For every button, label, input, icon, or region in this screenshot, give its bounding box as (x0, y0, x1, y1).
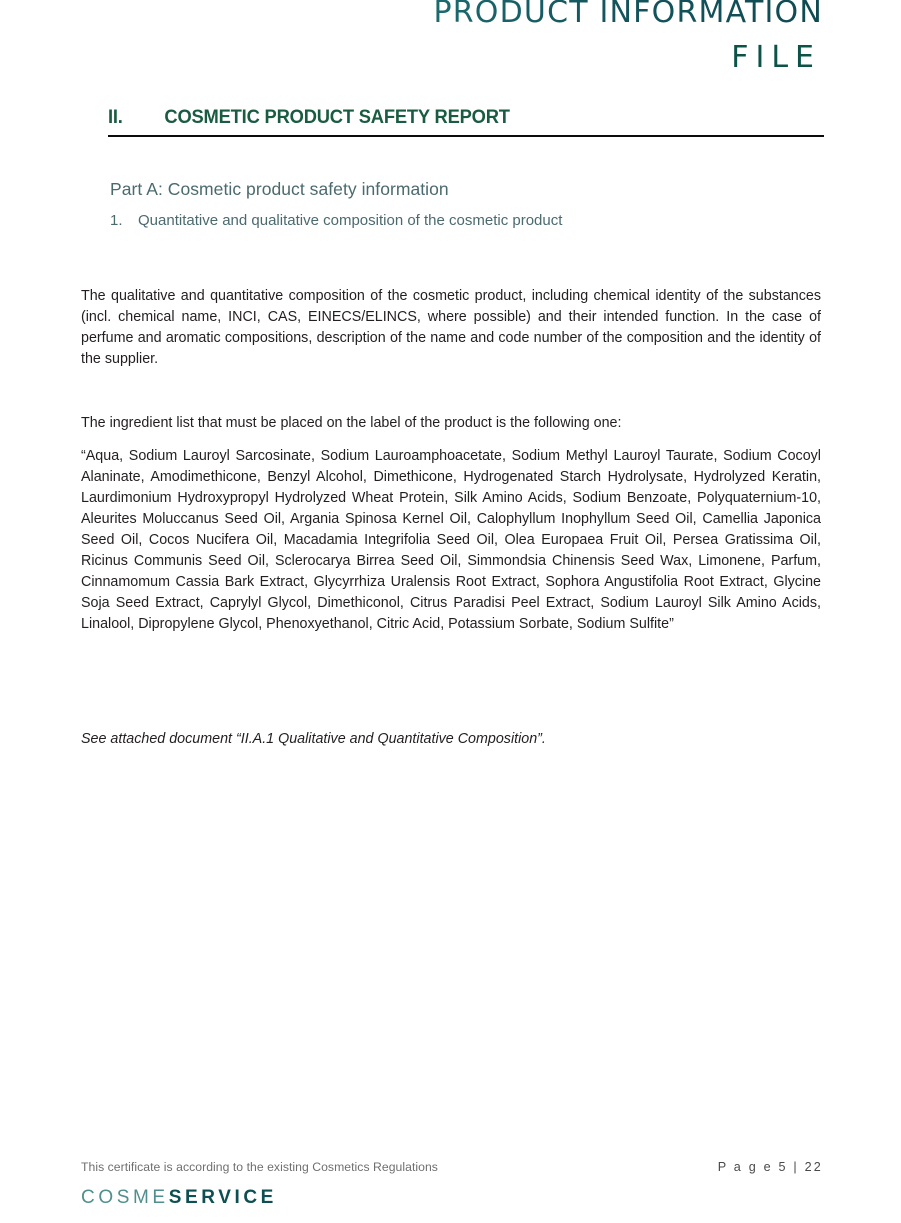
masthead-title-line-1: PRODUCT INFORMATION (0, 0, 823, 32)
part-a-heading: Part A: Cosmetic product safety information (110, 179, 449, 199)
attached-document-note: See attached document “II.A.1 Qualitative and Quantitative Composition”. (81, 731, 546, 748)
logo-text-cosme: COSME (81, 1187, 169, 1208)
logo-text-service: SERVICE (168, 1187, 277, 1208)
subsection-item-number: 1. (110, 212, 123, 229)
section-heading (108, 106, 824, 129)
section-title: COSMETIC PRODUCT SAFETY REPORT (164, 106, 510, 128)
subsection-item-1 (110, 212, 562, 229)
page-footer (81, 1160, 823, 1209)
section-numeral: II. (108, 106, 123, 128)
footer-certificate-note: This certificate is according to the existing Cosmetics Regulations (81, 1160, 438, 1174)
ingredient-list-lead-in: The ingredient list that must be placed on the label of the product is the following one: (81, 415, 622, 432)
intro-paragraph: The qualitative and quantitative composition of the cosmetic product, including chemical identity of the substances (incl. chemical name, INCI, CAS, EINECS/ELINCS, where possible) and their intended function. In the case of perfume and aromatic compositions, description of the name and code number of the composition and the identity of the supplier. (81, 288, 821, 368)
section-divider-rule (108, 135, 824, 137)
masthead-title-line-2: FILE (731, 40, 821, 75)
document-masthead (0, 0, 823, 78)
cosmeservice-logo (81, 1187, 823, 1209)
ingredient-list-paragraph: “Aqua, Sodium Lauroyl Sarcosinate, Sodium Lauroamphoacetate, Sodium Methyl Lauroyl Taurate, Sodium Cocoyl Alaninate, Amodimethicone, Benzyl Alcohol, Dimethicone, Hydrogenated Starch Hydrolysate, Hydrolyzed Keratin, Laurdimonium Hydroxypropyl Hydrolyzed Wheat Protein, Silk Amino Acids, Sodium Benzoate, Polyquaternium-10, Aleurites Moluccanus Seed Oil, Argania Spinosa Kernel Oil, Calophyllum Inophyllum Seed Oil, Camellia Japonica Seed Oil, Cocos Nucifera Oil, Macadamia Integrifolia Seed Oil, Olea Europaea Fruit Oil, Persea Gratissima Oil, Ricinus Communis Seed Oil, Sclerocarya Birrea Seed Oil, Simmondsia Chinensis Seed Wax, Limonene, Parfum, Cinnamomum Cassia Bark Extract, Glycyrrhiza Uralensis Root Extract, Sophora Angustifolia Root Extract, Glycine Soja Seed Extract, Caprylyl Glycol, Dimethiconol, Citrus Paradisi Peel Extract, Sodium Lauroyl Silk Amino Acids, Linalool, Dipropylene Glycol, Phenoxyethanol, Citric Acid, Potassium Sorbate, Sodium Sulfite” (81, 448, 821, 633)
subsection-item-label: Quantitative and qualitative composition of the cosmetic product (138, 212, 563, 229)
footer-page-number: P a g e 5 | 22 (717, 1160, 823, 1174)
